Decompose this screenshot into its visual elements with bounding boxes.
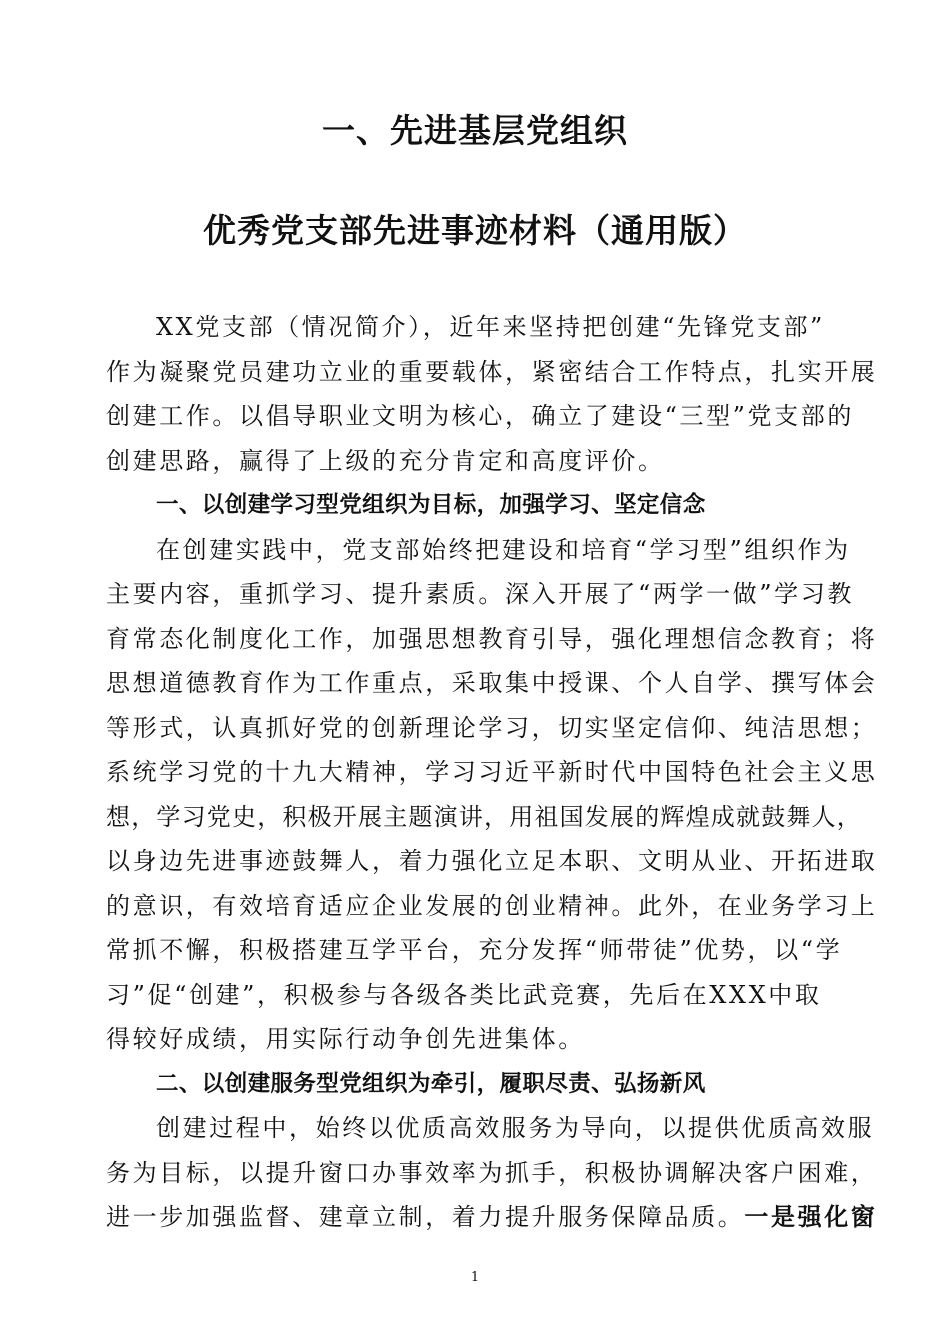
- body-line: XX党支部（情况简介），近年来坚持把创建“先锋党支部”: [156, 313, 825, 341]
- body-line: 育常态化制度化工作，加强思想教育引导，强化理想信念教育；将: [106, 624, 878, 653]
- subheading-1: 一、以创建学习型党组织为目标，加强学习、坚定信念: [156, 492, 706, 518]
- body-line: 想，学习党史，积极开展主题演讲，用祖国发展的辉煌成就鼓舞人，: [106, 802, 862, 831]
- body-line: 以身边先进事迹鼓舞人，着力强化立足本职、文明从业、开拓进取: [106, 847, 878, 875]
- body-line-last: [106, 1195, 878, 1240]
- body-line: 创建工作。以倡导职业文明为核心，确立了建设“三型”党支部的: [106, 402, 854, 430]
- body-line: 思想道德教育作为工作重点，采取集中授课、个人自学、撰写体会: [106, 669, 878, 697]
- page-number: 1: [470, 1270, 480, 1285]
- body-line: 创建思路，赢得了上级的充分肯定和高度评价。: [106, 446, 665, 475]
- subheading-2: 二、以创建服务型党组织为牵引，履职尽责、弘扬新风: [156, 1070, 706, 1097]
- body-line: 主要内容，重抓学习、提升素质。深入开展了“两学一做”学习教: [106, 580, 854, 608]
- body-line: 习”促“创建”，积极参与各级各类比武竞赛，先后在XXX中取: [106, 980, 822, 1009]
- body-line: 等形式，认真抓好党的创新理论学习，切实坚定信仰、纯洁思想；: [106, 713, 878, 742]
- body-line: 常抓不懈，积极搭建互学平台，充分发挥“师带徒”优势，以“学: [106, 936, 843, 964]
- body-line: 的意识，有效培育适应企业发展的创业精神。此外，在业务学习上: [106, 891, 878, 920]
- body-line: 得较好成绩，用实际行动争创先进集体。: [106, 1025, 585, 1053]
- body-line: 在创建实践中，党支部始终把建设和培育“学习型”组织作为: [156, 535, 851, 564]
- body-line: 创建过程中，始终以优质高效服务为导向，以提供优质高效服: [156, 1114, 875, 1142]
- body-line: 务为目标，以提升窗口办事效率为抓手，积极协调解决客户困难，: [106, 1158, 878, 1187]
- body-line: 系统学习党的十九大精神，学习习近平新时代中国特色社会主义思: [106, 758, 878, 786]
- section-title: 一、先进基层党组织: [322, 111, 628, 150]
- document-body: [106, 305, 878, 1240]
- document-title: 优秀党支部先进事迹材料（通用版）: [203, 211, 747, 250]
- body-line-last-text: 进一步加强监督、建章立制，着力提升服务保障品质。: [106, 1203, 745, 1231]
- body-line: 作为凝聚党员建功立业的重要载体，紧密结合工作特点，扎实开展: [106, 357, 878, 386]
- bold-lead-in: 一是强化窗: [744, 1202, 878, 1231]
